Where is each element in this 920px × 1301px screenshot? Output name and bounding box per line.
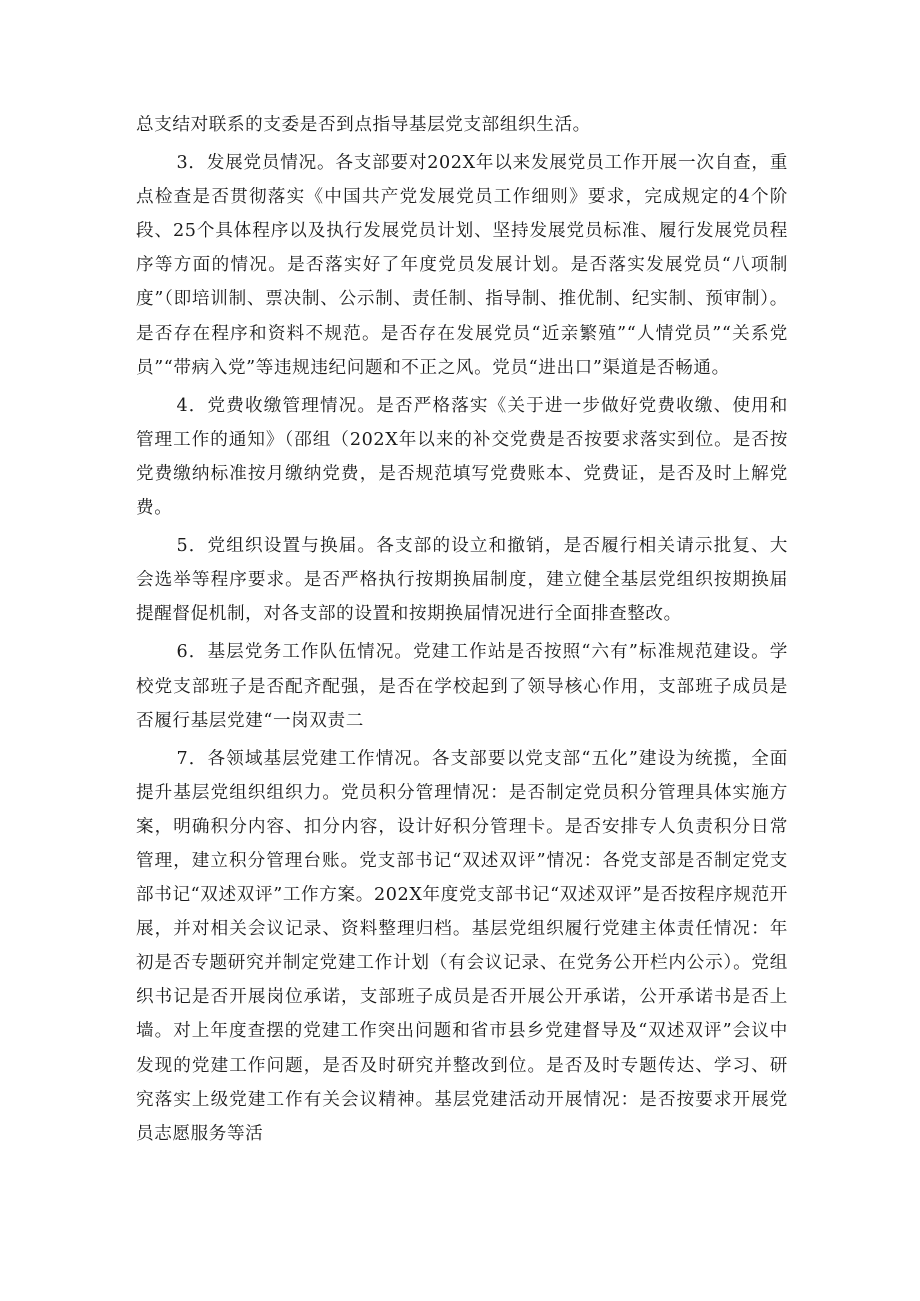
paragraph-party-dues-management: 4．党费收缴管理情况。是否严格落实《关于进一步做好党费收缴、使用和管理工作的通知》（邵组（202X年以来的补交党费是否按要求落实到位。是否按党费缴纳标准按月缴纳党费，是否规范填写党费账本、党费证，是否及时上解党费。 <box>136 395 788 519</box>
paragraph-party-affairs-team: 6．基层党务工作队伍情况。党建工作站是否按照“六有”标准规范建设。学校党支部班子是否配齐配强，是否在学校起到了领导核心作用，支部班子成员是否履行基层党建“一岗双责二 <box>136 642 788 731</box>
paragraph-grassroots-party-building: 7．各领域基层党建工作情况。各支部要以党支部“五化”建设为统揽，全面提升基层党组织组织力。党员积分管理情况：是否制定党员积分管理具体实施方案，明确积分内容、扣分内容，设计好积分管理卡。是否安排专人负责积分日常管理，建立积分管理台账。党支部书记“双述双评”情况：各党支部是否制定党支部书记“双述双评”工作方案。202X年度党支部书记“双述双评”是否按程序规范开展，并对相关会议记录、资料整理归档。基层党组织履行党建主体责任情况：年初是否专题研究并制定党建工作计划（有会议记录、在党务公开栏内公示）。党组织书记是否开展岗位承诺，支部班子成员是否开展公开承诺，公开承诺书是否上墙。对上年度查摆的党建工作突出问题和省市县乡党建督导及“双述双评”会议中发现的党建工作问题，是否及时研究并整改到位。是否及时专题传达、学习、研究落实上级党建工作有关会议精神。基层党建活动开展情况：是否按要求开展党员志愿服务等活 <box>136 748 788 1144</box>
paragraph-party-member-development: 3．发展党员情况。各支部要对202X年以来发展党员工作开展一次自查，重点检查是否贯彻落实《中国共产党发展党员工作细则》要求，完成规定的4个阶段、25个具体程序以及执行发展党员计划、坚持发展党员标准、履行发展党员程序等方面的情况。是否落实好了年度党员发展计划。是否落实发展党员“八项制度”（即培训制、票决制、公示制、责任制、指导制、推优制、纪实制、预审制）。是否存在程序和资料不规范。是否存在发展党员“近亲繁殖”“人情党员”“关系党员”“带病入党”等违规违纪问题和不正之风。党员“进出口”渠道是否畅通。 <box>136 153 788 378</box>
paragraph-organization-setup: 5．党组织设置与换届。各支部的设立和撤销，是否履行相关请示批复、大会选举等程序要求。是否严格执行按期换届制度，建立健全基层党组织按期换届提醒督促机制，对各支部的设置和按期换届情况进行全面排查整改。 <box>136 536 788 625</box>
document-body <box>136 108 788 1151</box>
paragraph-continuation: 总支结对联系的支委是否到点指导基层党支部组织生活。 <box>136 115 591 135</box>
